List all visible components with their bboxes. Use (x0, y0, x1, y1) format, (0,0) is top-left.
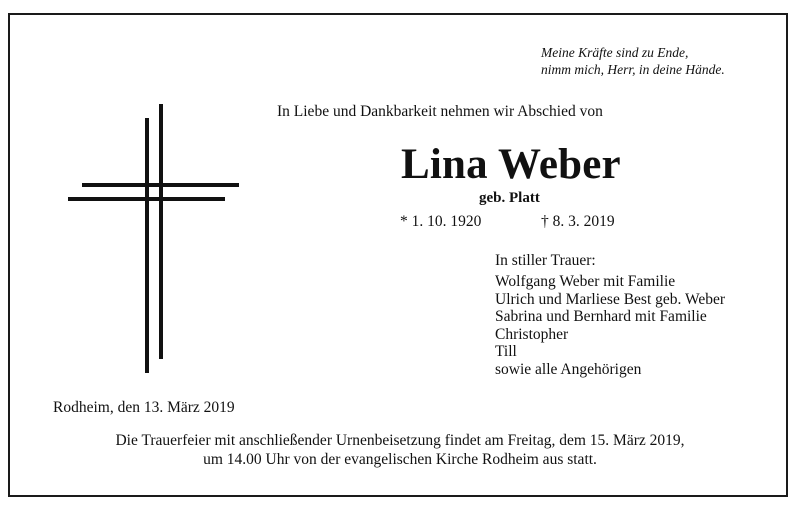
deceased-name: Lina Weber (401, 141, 621, 188)
intro-text: In Liebe und Dankbarkeit nehmen wir Abschied von (277, 103, 603, 120)
verse-line-1: Meine Kräfte sind zu Ende, (541, 45, 689, 60)
list-item: Ulrich und Marliese Best geb. Weber (495, 290, 726, 308)
mourning-heading: In stiller Trauer: (495, 252, 596, 269)
list-item: Wolfgang Weber mit Familie (495, 273, 676, 290)
notice-border (8, 13, 788, 497)
service-line-2: um 14.00 Uhr von der evangelischen Kirche Rodheim aus statt. (203, 451, 597, 468)
mourners-list (495, 273, 725, 378)
service-line-1: Die Trauerfeier mit anschließender Urnenbeisetzung findet am Freitag, dem 15. März 2019, (115, 432, 685, 449)
verse-line-2: nimm mich, Herr, in deine Hände. (541, 62, 725, 77)
list-item: Christopher (495, 325, 569, 343)
list-item: Till (495, 343, 517, 360)
list-item: Sabrina und Bernhard mit Familie (495, 308, 707, 325)
place-date: Rodheim, den 13. März 2019 (53, 399, 235, 416)
verse (541, 44, 725, 78)
death-date: † 8. 3. 2019 (541, 213, 615, 230)
list-item: sowie alle Angehörigen (495, 360, 642, 378)
maiden-name: geb. Platt (479, 190, 540, 206)
birth-date: * 1. 10. 1920 (400, 213, 482, 230)
